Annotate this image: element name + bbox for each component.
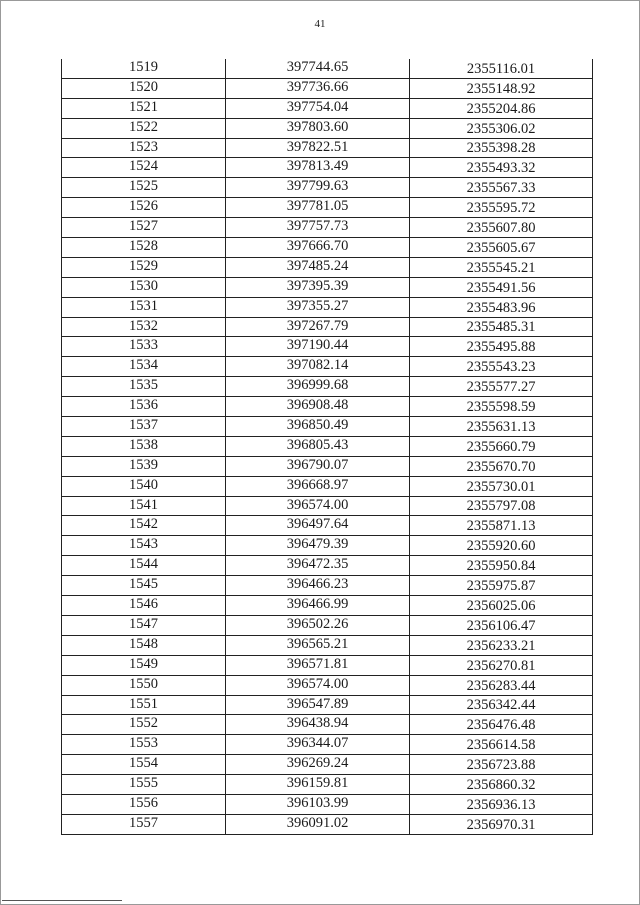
point-number-cell: 1529 [62,257,226,277]
x-coordinate-cell: 397799.63 [226,178,410,198]
y-coordinate-cell: 2356342.44 [410,695,593,715]
point-number-cell: 1530 [62,277,226,297]
x-coordinate-cell: 396091.02 [226,814,410,834]
table-row [62,198,593,218]
point-number-cell: 1544 [62,556,226,576]
table-row [62,456,593,476]
y-coordinate-cell: 2356860.32 [410,775,593,795]
table-row [62,417,593,437]
x-coordinate-cell: 397803.60 [226,118,410,138]
table-row [62,238,593,258]
x-coordinate-cell: 397190.44 [226,337,410,357]
x-coordinate-cell: 396790.07 [226,456,410,476]
y-coordinate-cell: 2355631.13 [410,417,593,437]
page-number: 41 [314,18,326,30]
table-row [62,357,593,377]
table-row [62,496,593,516]
y-coordinate-cell: 2355797.08 [410,496,593,516]
y-coordinate-cell: 2355567.33 [410,178,593,198]
point-number-cell: 1549 [62,655,226,675]
table-row [62,556,593,576]
table-row [62,218,593,238]
x-coordinate-cell: 396571.81 [226,655,410,675]
y-coordinate-cell: 2355871.13 [410,516,593,536]
point-number-cell: 1555 [62,775,226,795]
y-coordinate-cell: 2355306.02 [410,118,593,138]
point-number-cell: 1554 [62,755,226,775]
table-row [62,337,593,357]
point-number-cell: 1526 [62,198,226,218]
x-coordinate-cell: 396103.99 [226,794,410,814]
y-coordinate-cell: 2355491.56 [410,277,593,297]
table-row [62,436,593,456]
table-row [62,755,593,775]
y-coordinate-cell: 2355950.84 [410,556,593,576]
table-row [62,59,593,78]
y-coordinate-cell: 2355595.72 [410,198,593,218]
footnote-rule [2,900,122,901]
y-coordinate-cell: 2356936.13 [410,794,593,814]
point-number-cell: 1543 [62,536,226,556]
point-number-cell: 1533 [62,337,226,357]
x-coordinate-cell: 397736.66 [226,78,410,98]
table-row [62,78,593,98]
y-coordinate-cell: 2355605.67 [410,238,593,258]
point-number-cell: 1523 [62,138,226,158]
table-row [62,118,593,138]
point-number-cell: 1541 [62,496,226,516]
table-row [62,158,593,178]
y-coordinate-cell: 2356970.31 [410,814,593,834]
y-coordinate-cell: 2355493.32 [410,158,593,178]
point-number-cell: 1532 [62,317,226,337]
table-row [62,516,593,536]
x-coordinate-cell: 396574.00 [226,496,410,516]
table-row [62,178,593,198]
table-row [62,138,593,158]
y-coordinate-cell: 2356614.58 [410,735,593,755]
point-number-cell: 1524 [62,158,226,178]
point-number-cell: 1553 [62,735,226,755]
table-row [62,735,593,755]
table-row [62,98,593,118]
y-coordinate-cell: 2356233.21 [410,635,593,655]
x-coordinate-cell: 396850.49 [226,417,410,437]
point-number-cell: 1546 [62,596,226,616]
x-coordinate-cell: 396438.94 [226,715,410,735]
y-coordinate-cell: 2355483.96 [410,297,593,317]
table-row [62,655,593,675]
y-coordinate-cell: 2355398.28 [410,138,593,158]
point-number-cell: 1539 [62,456,226,476]
y-coordinate-cell: 2355116.01 [410,59,593,78]
x-coordinate-cell: 397485.24 [226,257,410,277]
x-coordinate-cell: 396999.68 [226,377,410,397]
x-coordinate-cell: 397781.05 [226,198,410,218]
point-number-cell: 1525 [62,178,226,198]
y-coordinate-cell: 2355204.86 [410,98,593,118]
point-number-cell: 1550 [62,675,226,695]
table-row [62,794,593,814]
table-row [62,675,593,695]
y-coordinate-cell: 2356723.88 [410,755,593,775]
x-coordinate-cell: 396547.89 [226,695,410,715]
table-row [62,257,593,277]
y-coordinate-cell: 2355975.87 [410,576,593,596]
table-row [62,775,593,795]
y-coordinate-cell: 2355577.27 [410,377,593,397]
table-row [62,596,593,616]
point-number-cell: 1536 [62,397,226,417]
y-coordinate-cell: 2355545.21 [410,257,593,277]
table-row [62,536,593,556]
y-coordinate-cell: 2355660.79 [410,436,593,456]
y-coordinate-cell: 2355920.60 [410,536,593,556]
point-number-cell: 1519 [62,59,226,78]
table-row [62,476,593,496]
table-row [62,277,593,297]
table-row [62,297,593,317]
x-coordinate-cell: 396668.97 [226,476,410,496]
table-row [62,576,593,596]
coordinates-table-body [62,59,593,834]
x-coordinate-cell: 396472.35 [226,556,410,576]
x-coordinate-cell: 397813.49 [226,158,410,178]
point-number-cell: 1557 [62,814,226,834]
point-number-cell: 1521 [62,98,226,118]
y-coordinate-cell: 2355598.59 [410,397,593,417]
x-coordinate-cell: 397757.73 [226,218,410,238]
point-number-cell: 1527 [62,218,226,238]
table-row [62,635,593,655]
coordinates-table [61,59,593,835]
point-number-cell: 1535 [62,377,226,397]
x-coordinate-cell: 397822.51 [226,138,410,158]
x-coordinate-cell: 396159.81 [226,775,410,795]
table-row [62,397,593,417]
table-row [62,615,593,635]
y-coordinate-cell: 2355607.80 [410,218,593,238]
y-coordinate-cell: 2355495.88 [410,337,593,357]
x-coordinate-cell: 396574.00 [226,675,410,695]
point-number-cell: 1545 [62,576,226,596]
x-coordinate-cell: 396502.26 [226,615,410,635]
point-number-cell: 1556 [62,794,226,814]
y-coordinate-cell: 2355730.01 [410,476,593,496]
x-coordinate-cell: 396466.99 [226,596,410,616]
y-coordinate-cell: 2355670.70 [410,456,593,476]
y-coordinate-cell: 2355485.31 [410,317,593,337]
x-coordinate-cell: 397744.65 [226,59,410,78]
y-coordinate-cell: 2355148.92 [410,78,593,98]
y-coordinate-cell: 2356270.81 [410,655,593,675]
x-coordinate-cell: 396497.64 [226,516,410,536]
point-number-cell: 1522 [62,118,226,138]
x-coordinate-cell: 396466.23 [226,576,410,596]
table-row [62,715,593,735]
point-number-cell: 1537 [62,417,226,437]
y-coordinate-cell: 2356025.06 [410,596,593,616]
point-number-cell: 1548 [62,635,226,655]
point-number-cell: 1551 [62,695,226,715]
x-coordinate-cell: 396805.43 [226,436,410,456]
x-coordinate-cell: 397355.27 [226,297,410,317]
x-coordinate-cell: 397754.04 [226,98,410,118]
x-coordinate-cell: 396908.48 [226,397,410,417]
x-coordinate-cell: 396565.21 [226,635,410,655]
x-coordinate-cell: 397666.70 [226,238,410,258]
y-coordinate-cell: 2356106.47 [410,615,593,635]
point-number-cell: 1552 [62,715,226,735]
point-number-cell: 1538 [62,436,226,456]
y-coordinate-cell: 2356283.44 [410,675,593,695]
table-row [62,695,593,715]
y-coordinate-cell: 2356476.48 [410,715,593,735]
table-row [62,377,593,397]
x-coordinate-cell: 397267.79 [226,317,410,337]
point-number-cell: 1534 [62,357,226,377]
point-number-cell: 1520 [62,78,226,98]
x-coordinate-cell: 397395.39 [226,277,410,297]
x-coordinate-cell: 396269.24 [226,755,410,775]
x-coordinate-cell: 396479.39 [226,536,410,556]
point-number-cell: 1531 [62,297,226,317]
x-coordinate-cell: 397082.14 [226,357,410,377]
table-row [62,814,593,834]
x-coordinate-cell: 396344.07 [226,735,410,755]
table-row [62,317,593,337]
point-number-cell: 1540 [62,476,226,496]
point-number-cell: 1547 [62,615,226,635]
point-number-cell: 1528 [62,238,226,258]
y-coordinate-cell: 2355543.23 [410,357,593,377]
point-number-cell: 1542 [62,516,226,536]
